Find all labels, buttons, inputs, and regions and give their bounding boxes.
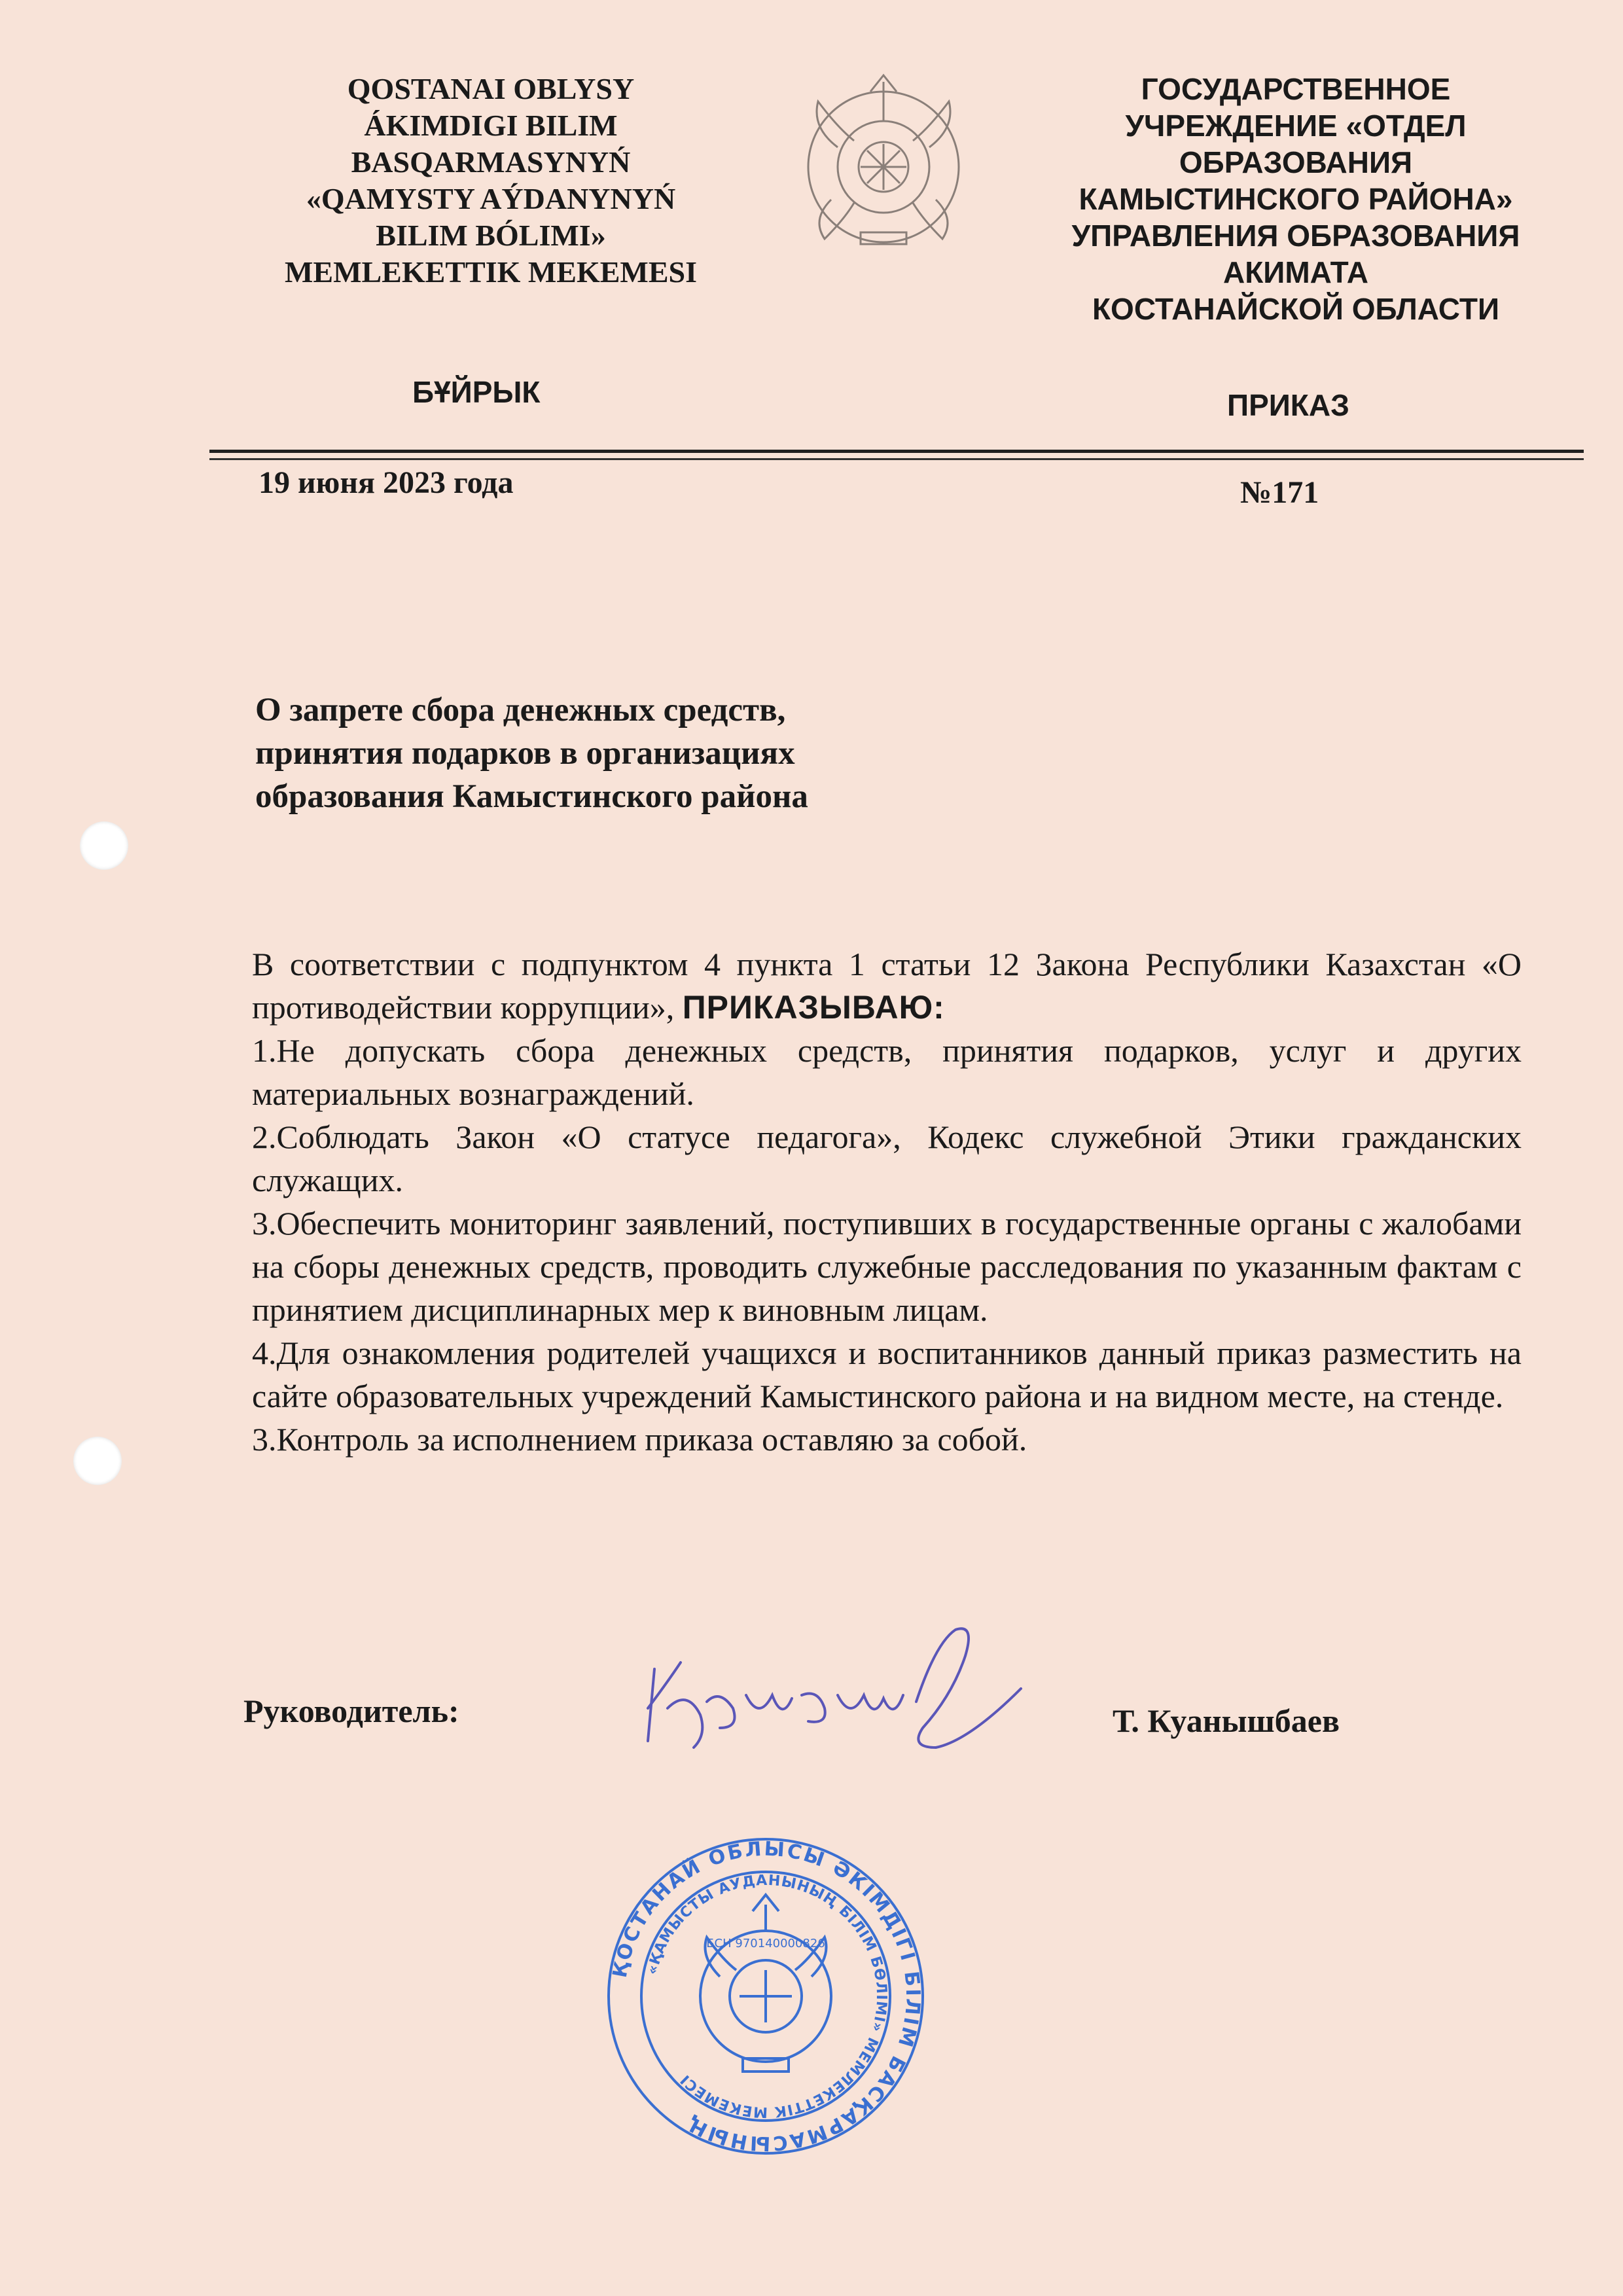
order-body [252, 942, 1522, 1461]
order-subject [255, 689, 808, 818]
official-seal-stamp [602, 1833, 929, 2160]
signature-label: Руководитель: [243, 1693, 459, 1729]
header-russian-line: УПРАВЛЕНИЯ ОБРАЗОВАНИЯ [1071, 219, 1520, 253]
order-item: 1.Не допускать сбора денежных средств, принятия подарков, услуг и других материальных вознаграждений. [252, 1032, 1522, 1112]
subject-line: принятия подарков в организациях [255, 735, 795, 772]
body-intro-text: В соответствии с подпунктом 4 пункта 1 статьи 12 Закона Республики Казахстан «О противодействии коррупции», [252, 946, 1522, 1026]
header-kazakh-line: BASQARMASYNYŃ [351, 145, 631, 179]
header-divider [209, 450, 1584, 453]
order-item: 4.Для ознакомления родителей учащихся и воспитанников данный приказ разместить на сайте образовательных учреждений Камыстинского района и на видном месте, на стенде. [252, 1335, 1522, 1414]
subject-line: образования Камыстинского района [255, 778, 808, 815]
kazakhstan-emblem-icon [792, 69, 975, 252]
header-russian-line: УЧРЕЖДЕНИЕ «ОТДЕЛ [1125, 109, 1467, 143]
order-item: 3.Обеспечить мониторинг заявлений, поступивших в государственные органы с жалобами на сборы денежных средств, проводить служебные расследования по указанным фактам с принятием дисциплинарных мер к виновным лицам. [252, 1205, 1522, 1328]
order-date: 19 июня 2023 года [259, 465, 514, 500]
body-intro [252, 942, 1522, 1029]
header-kazakh [262, 71, 720, 291]
order-number: №171 [1240, 475, 1319, 510]
header-russian-line: ОБРАЗОВАНИЯ [1179, 145, 1413, 179]
stamp-bin: БСН 970140000826 [706, 1937, 825, 1950]
doc-type-russian: ПРИКАЗ [1227, 388, 1349, 422]
punch-hole-bottom [73, 1437, 122, 1485]
header-russian-line: КАМЫСТИНСКОГО РАЙОНА» [1079, 182, 1513, 216]
punch-hole-top [80, 821, 128, 870]
header-kazakh-line: «QAMYSTY AÝDANYNYŃ [306, 182, 676, 215]
signatory-name: Т. Куанышбаев [1113, 1702, 1340, 1739]
header-russian-line: ГОСУДАРСТВЕННОЕ [1141, 72, 1451, 106]
handwritten-signature [628, 1617, 1034, 1767]
body-intro-command: ПРИКАЗЫВАЮ: [682, 989, 945, 1026]
header-kazakh-line: QOSTANAI OBLYSY [347, 72, 635, 105]
header-kazakh-line: MEMLEKETTIK MEKEMESI [284, 255, 698, 289]
order-item: 2.Соблюдать Закон «О статусе педагога», Кодекс служебной Этики гражданских служащих. [252, 1119, 1522, 1198]
header-divider-thin [209, 458, 1584, 460]
order-item: 3.Контроль за исполнением приказа оставляю за собой. [252, 1421, 1027, 1458]
stamp-inner-text: «ҚАМЫСТЫ АУДАНЫНЫҢ БІЛІМ БӨЛІМІ» МЕМЛЕКЕТТІК МЕКЕМЕСІ [644, 1872, 890, 2121]
header-russian [1031, 71, 1561, 327]
doc-type-kazakh: БҰЙРЫК [412, 375, 541, 409]
header-russian-line: АКИМАТА [1222, 255, 1369, 289]
header-russian-line: КОСТАНАЙСКОЙ ОБЛАСТИ [1092, 292, 1500, 326]
stamp-outer-text: ҚОСТАНАЙ ОБЛЫСЫ ӘКІМДІГІ БІЛІМ БАСҚАРМАСЫНЫҢ [608, 1837, 925, 2155]
header-kazakh-line: BILIM BÓLIMI» [376, 219, 606, 252]
subject-line: О запрете сбора денежных средств, [255, 692, 786, 728]
header-kazakh-line: ÁKIMDIGI BILIM [364, 109, 618, 142]
